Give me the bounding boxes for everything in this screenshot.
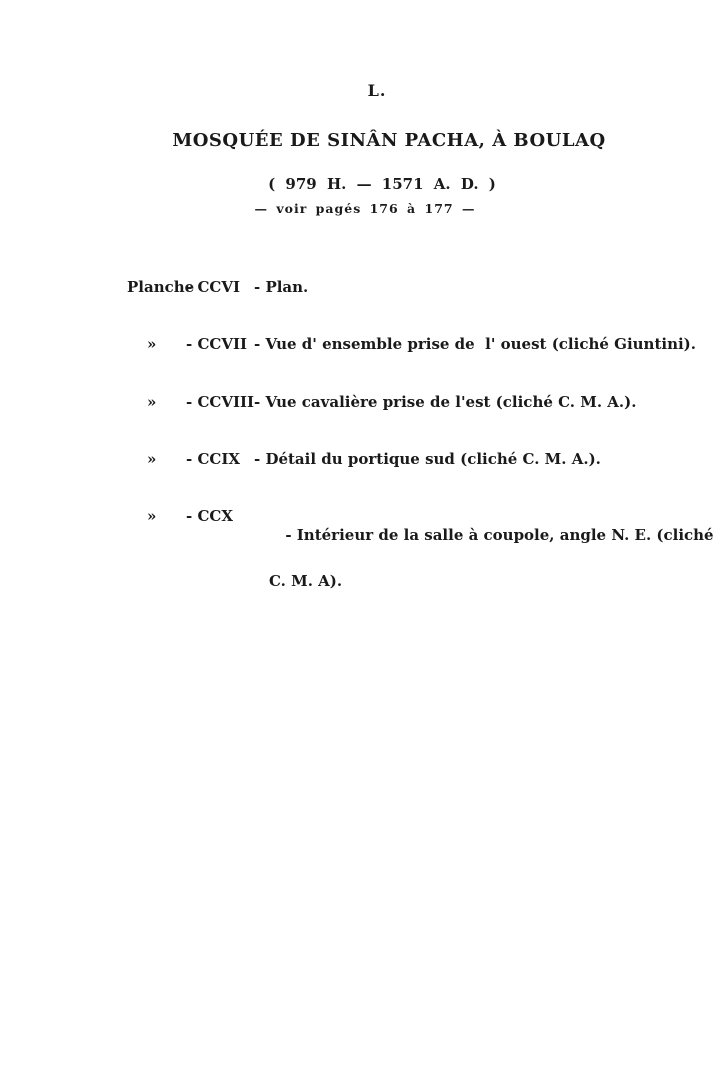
section-number: L. <box>367 81 387 100</box>
plate-row <box>127 335 696 354</box>
plate-description: - Plan. <box>254 278 309 296</box>
plate-marker: » <box>147 335 157 353</box>
plate-description: - Vue d' ensemble prise de l' ouest (cliché Giuntini). <box>254 335 697 353</box>
page-title: MOSQUÉE DE SINÂN PACHA, À BOULAQ <box>172 130 606 151</box>
plate-number: - CCX <box>186 507 233 525</box>
plate-description: - Intérieur de la salle à coupole, angle N. E. (cliché <box>285 526 714 544</box>
plate-description-block <box>254 507 714 629</box>
plate-number: - CCIX <box>186 450 240 468</box>
plate-row <box>127 450 601 469</box>
plate-description-continuation: C. M. A). <box>269 572 343 590</box>
plate-number: - CCVI <box>186 278 240 296</box>
plate-description: - Détail du portique sud (cliché C. M. A.). <box>254 450 601 468</box>
date-line: ( 979 H. — 1571 A. D. ) <box>268 175 496 193</box>
plate-row <box>127 278 308 297</box>
plate-description: - Vue cavalière prise de l'est (cliché C. M. A.). <box>254 393 637 411</box>
plate-number: - CCVII <box>186 335 247 353</box>
plate-number: - CCVIII <box>186 393 255 411</box>
plate-row <box>127 393 636 412</box>
plate-marker: » <box>147 450 157 468</box>
pages-reference: — voir pagés 176 à 177 — <box>254 201 476 216</box>
plate-marker: » <box>147 393 157 411</box>
plate-row <box>127 507 714 629</box>
plate-marker: Planche <box>127 278 195 296</box>
plate-marker: » <box>147 507 157 525</box>
